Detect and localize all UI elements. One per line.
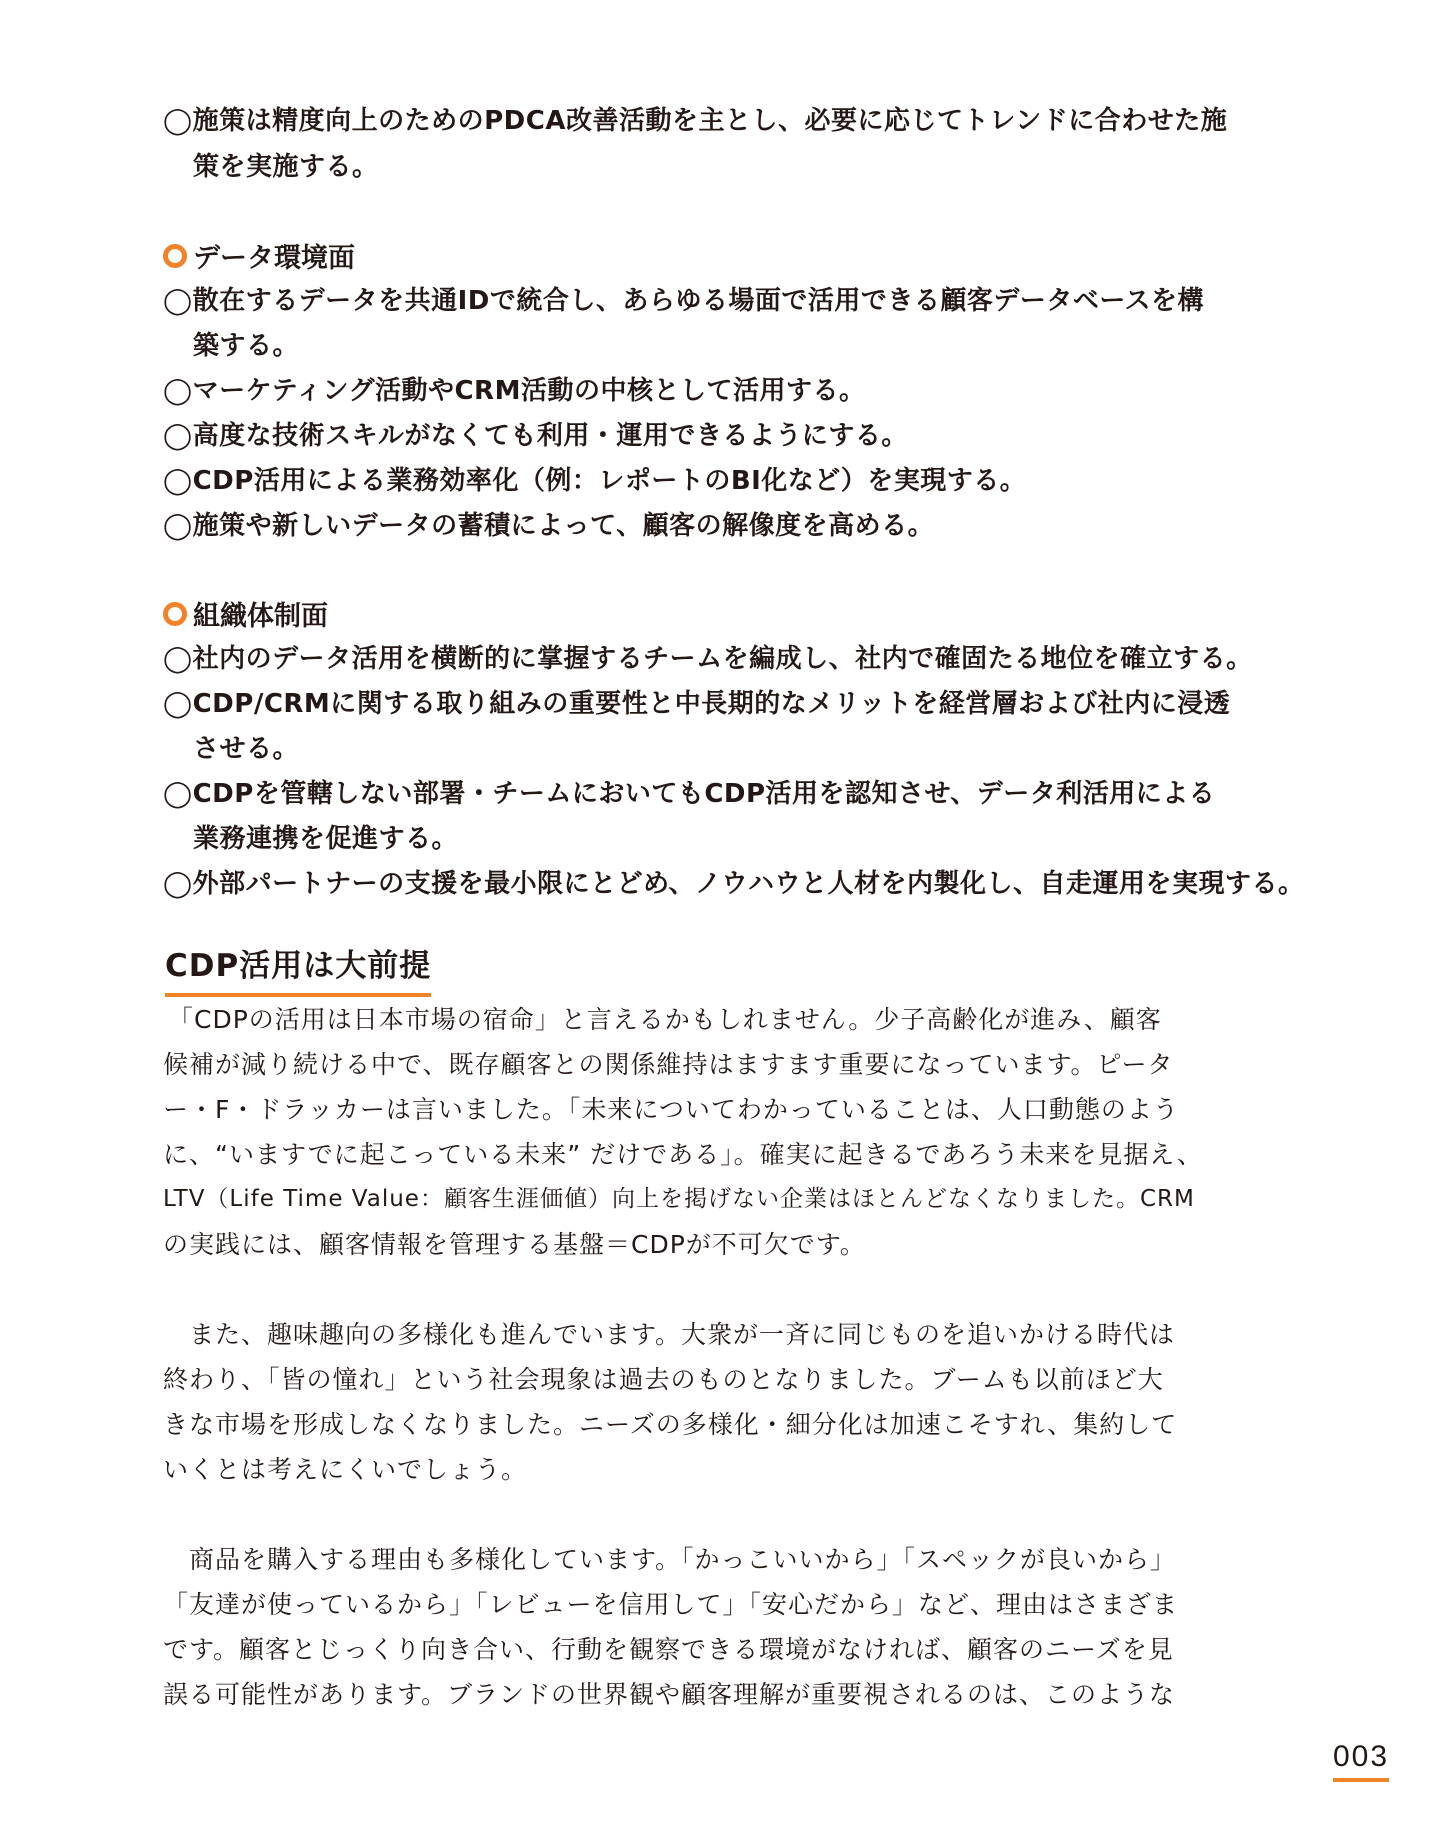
orange-circle-icon (163, 602, 187, 626)
body-text-line: 候補が減り続ける中で、既存顧客との関係維持はますます重要になっています。ピータ (163, 1050, 1174, 1079)
body-text-line: 「友達が使っているから」「レビューを信用して」「安心だから」など、理由はさまざま (163, 1590, 1179, 1619)
org-item-continued: 業務連携を促進する。 (193, 824, 459, 854)
org-item-continued: させる。 (193, 734, 300, 764)
org-item: ◯CDP/CRMに関する取り組みの重要性と中長期的なメリットを経営層および社内に浸透 (163, 689, 1231, 719)
data-env-item: ◯施策や新しいデータの蓄積によって、顧客の解像度を高める。 (163, 511, 935, 541)
data-env-item-continued: 築する。 (193, 331, 300, 361)
org-item: ◯CDPを管轄しない部署・チームにおいてもCDP活用を認知させ、データ利活用による (163, 779, 1216, 809)
body-text-line: また、趣味趣向の多様化も進んでいます。大衆が一斉に同じものを追いかける時代は (163, 1320, 1176, 1349)
section-heading-org (163, 594, 328, 633)
section-heading-label: 組織体制面 (193, 601, 328, 632)
data-env-item: ◯高度な技術スキルがなくても利用・運用できるようにする。 (163, 421, 908, 451)
cdp-section-heading: CDP活用は大前提 (165, 940, 431, 997)
section-heading-label: データ環境面 (193, 243, 355, 274)
body-text-line: LTV（Life Time Value：顧客生涯価値）向上を掲げない企業はほとんどなくなりました。CRM (163, 1186, 1195, 1212)
body-text-line: 商品を購入する理由も多様化しています。「かっこいいから」「スペックが良いから」 (163, 1545, 1177, 1574)
intro-bullet-line-2: 策を実施する。 (193, 152, 379, 182)
data-env-item: ◯散在するデータを共通IDで統合し、あらゆる場面で活用できる顧客データベースを構 (163, 286, 1205, 316)
page-number: 003 (1333, 1740, 1389, 1782)
body-text-line: ー・F・ドラッカーは言いました。「未来についてわかっていることは、人口動態のよう (163, 1095, 1179, 1124)
body-text-line: です。顧客とじっくり向き合い、行動を観察できる環境がなければ、顧客のニーズを見 (163, 1635, 1174, 1664)
org-item: ◯社内のデータ活用を横断的に掌握するチームを編成し、社内で確固たる地位を確立する。 (163, 644, 1253, 674)
body-text-line: 誤る可能性があります。ブランドの世界観や顧客理解が重要視されるのは、このような (163, 1680, 1176, 1709)
body-text-line: の実践には、顧客情報を管理する基盤＝CDPが不可欠です。 (163, 1230, 866, 1259)
body-text-line: 「CDPの活用は日本市場の宿命」と言えるかもしれません。少子高齢化が進み、顧客 (168, 1005, 1162, 1034)
section-heading-data-env (163, 236, 355, 275)
data-env-item: ◯マーケティング活動やCRM活動の中核として活用する。 (163, 376, 866, 406)
intro-bullet-line-1: ◯施策は精度向上のためのPDCA改善活動を主とし、必要に応じてトレンドに合わせた施 (163, 106, 1228, 136)
org-item: ◯外部パートナーの支援を最小限にとどめ、ノウハウと人材を内製化し、自走運用を実現する。 (163, 869, 1305, 899)
body-text-line: いくとは考えにくいでしょう。 (163, 1455, 528, 1484)
data-env-item: ◯CDP活用による業務効率化（例：レポートのBI化など）を実現する。 (163, 466, 1027, 496)
body-text-line: に、“いますでに起こっている未来” だけである」。確実に起きるであろう未来を見据え、 (163, 1140, 1203, 1169)
body-text-line: きな市場を形成しなくなりました。ニーズの多様化・細分化は加速こそすれ、集約して (163, 1410, 1178, 1439)
body-text-line: 終わり、「皆の憧れ」という社会現象は過去のものとなりました。ブームも以前ほど大 (163, 1365, 1164, 1394)
orange-circle-icon (163, 244, 187, 268)
